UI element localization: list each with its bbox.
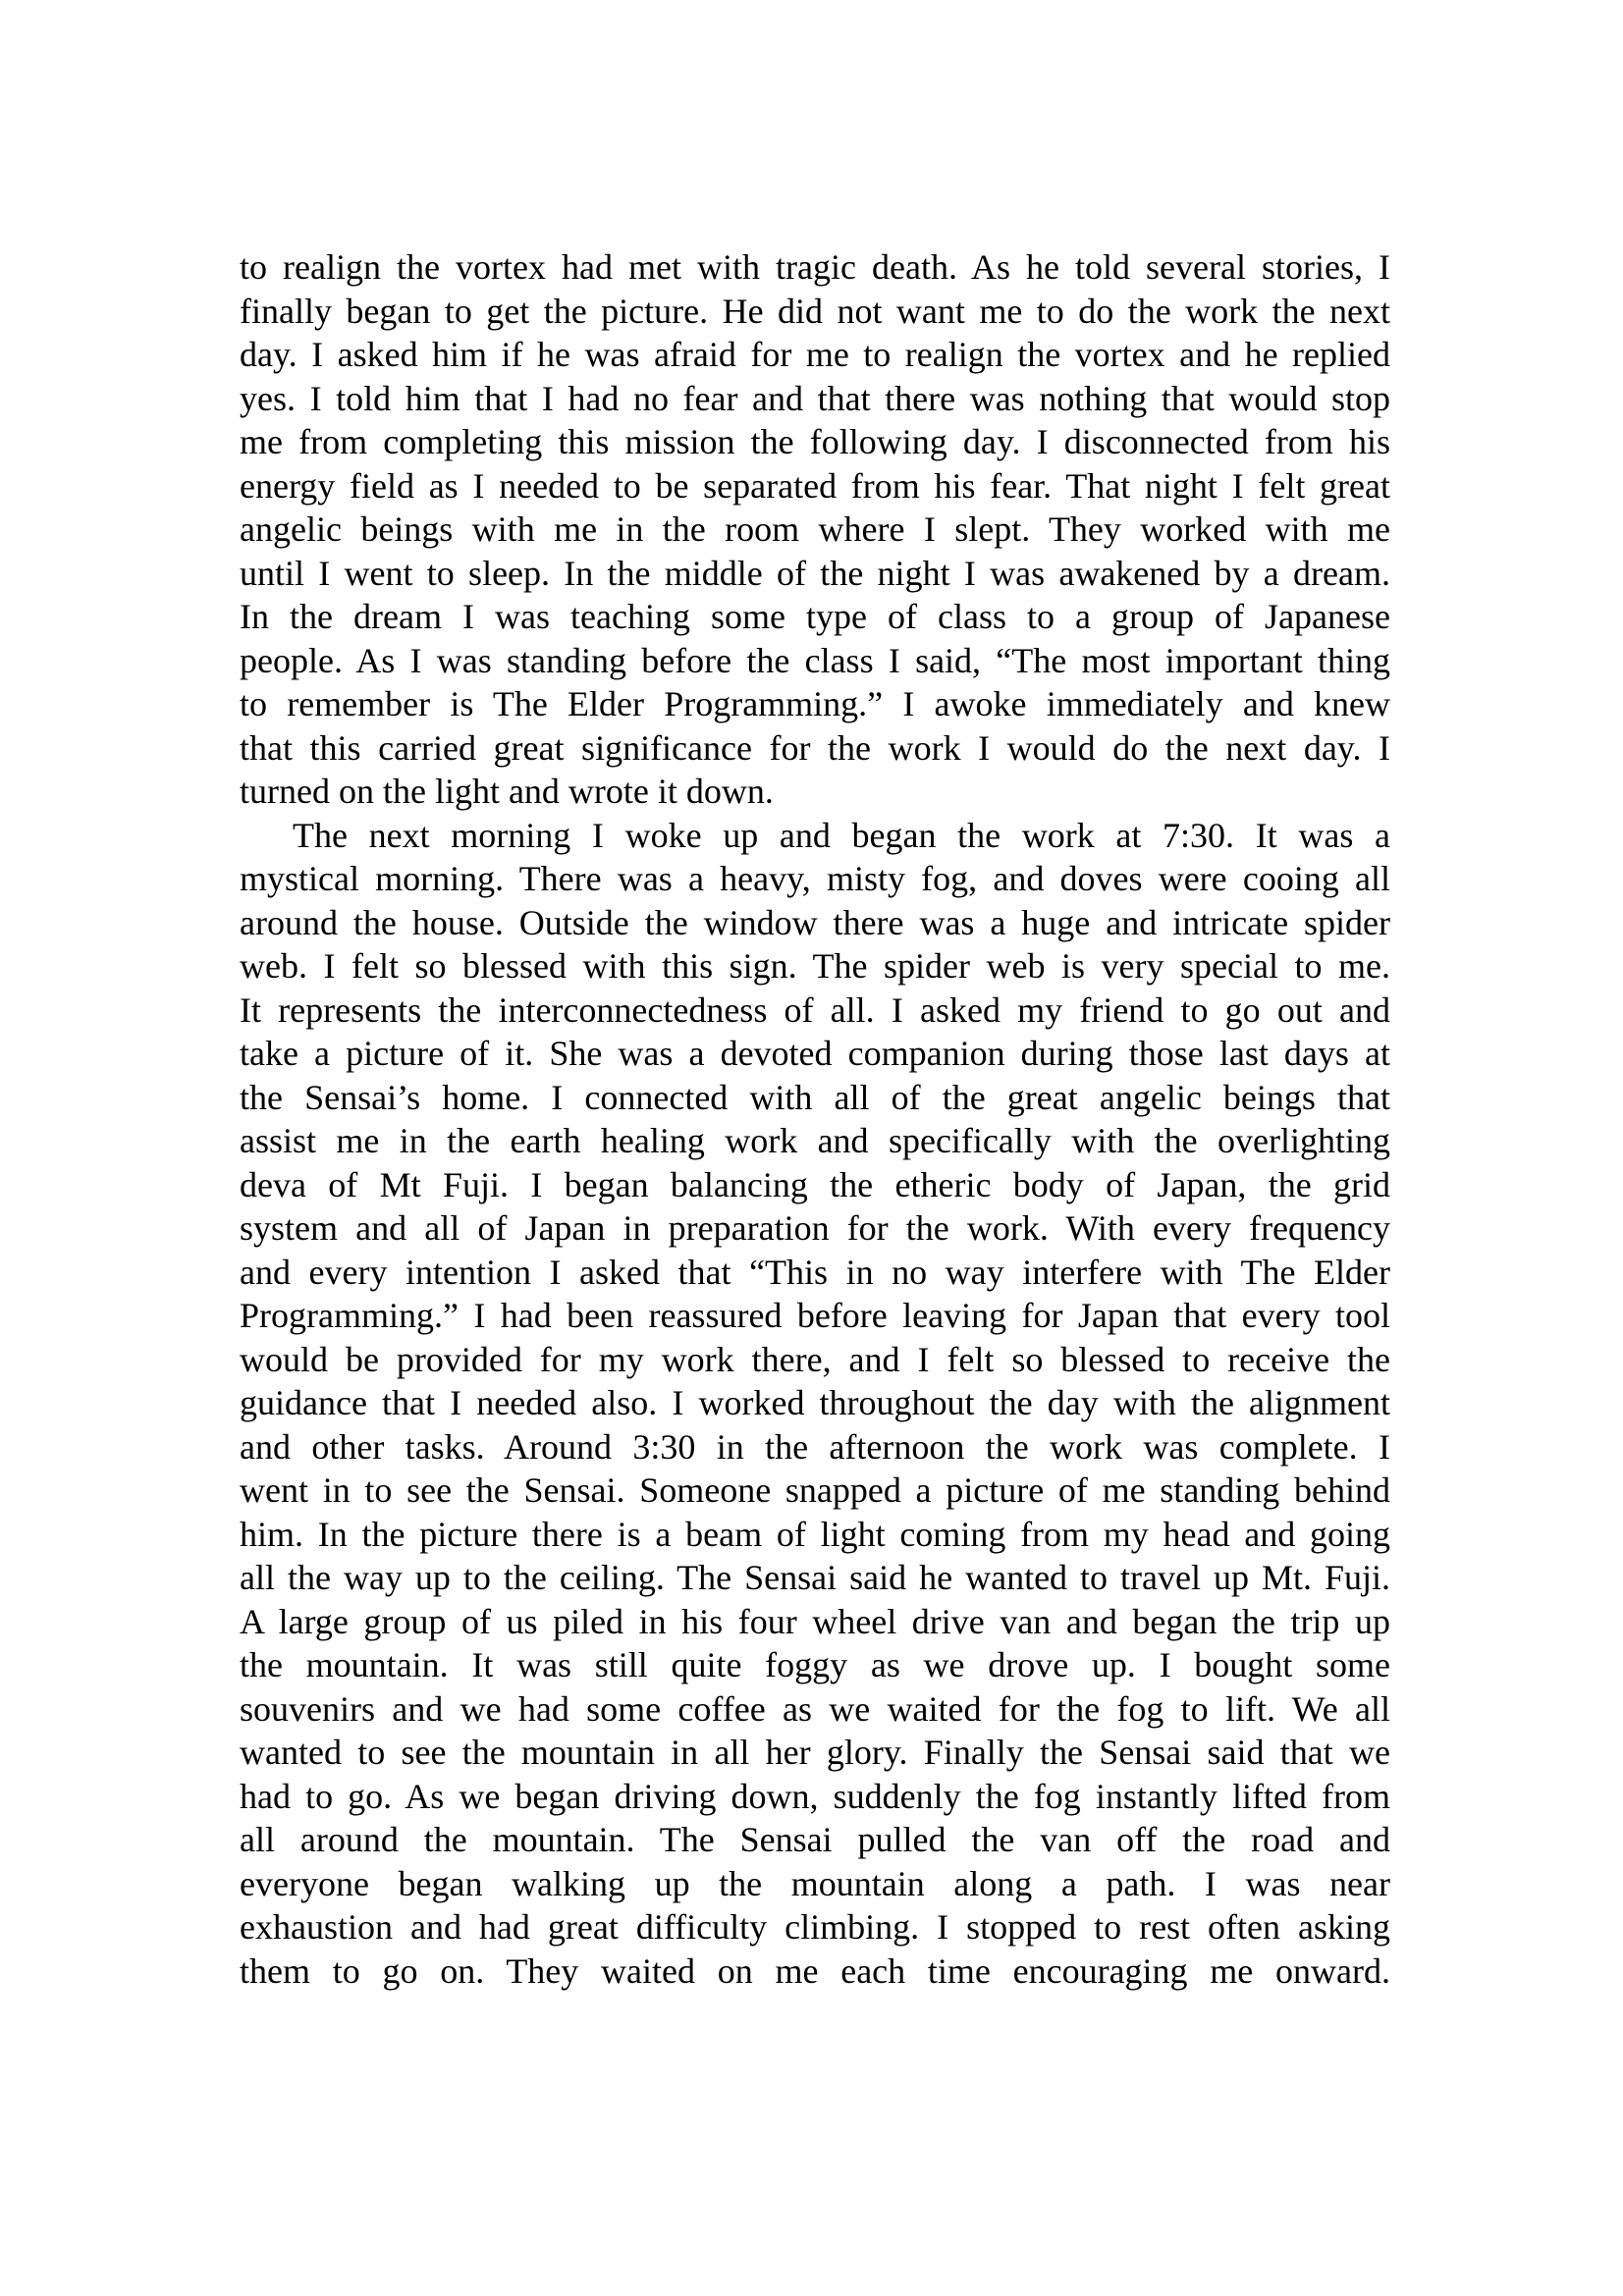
text-line: yes. I told him that I had no fear and that there was nothing that would stop bbox=[240, 378, 1390, 418]
text-line: and other tasks. Around 3:30 in the afternoon the work was complete. I bbox=[240, 1426, 1390, 1467]
text-line: that this carried great significance for the work I would do the next day. I bbox=[240, 727, 1390, 768]
text-line: guidance that I needed also. I worked throughout the day with the alignment bbox=[240, 1383, 1390, 1422]
text-line: mystical morning. There was a heavy, misty fog, and doves were cooing all bbox=[240, 859, 1390, 898]
text-line: went in to see the Sensai. Someone snapped a picture of me standing behind bbox=[240, 1470, 1390, 1510]
text-line: had to go. As we began driving down, suddenly the fog instantly lifted from bbox=[240, 1776, 1390, 1816]
text-line: around the house. Outside the window there was a huge and intricate spider bbox=[240, 902, 1390, 942]
text-line: him. In the picture there is a beam of light coming from my head and going bbox=[240, 1514, 1390, 1554]
text-line: turned on the light and wrote it down. bbox=[240, 772, 774, 811]
text-line: me from completing this mission the following day. I disconnected from his bbox=[240, 422, 1390, 461]
text-line: angelic beings with me in the room where I slept. They worked with me bbox=[240, 509, 1390, 549]
text-line: people. As I was standing before the class I said, “The most important thing bbox=[240, 640, 1390, 680]
text-line: the mountain. It was still quite foggy as we drove up. I bought some bbox=[240, 1645, 1390, 1684]
text-line: everyone began walking up the mountain along a path. I was near bbox=[240, 1863, 1390, 1903]
text-line: finally began to get the picture. He did not want me to do the work the next bbox=[240, 291, 1390, 331]
text-line: system and all of Japan in preparation for the work. With every frequency bbox=[240, 1208, 1390, 1248]
text-line: A large group of us piled in his four wheel drive van and began the trip up bbox=[240, 1601, 1390, 1641]
text-line: assist me in the earth healing work and specifically with the overlighting bbox=[240, 1121, 1390, 1160]
text-line: The next morning I woke up and began the work at 7:30. It was a bbox=[293, 815, 1390, 855]
text-line: exhaustion and had great difficulty climbing. I stopped to rest often asking bbox=[240, 1907, 1390, 1947]
text-line: In the dream I was teaching some type of class to a group of Japanese bbox=[240, 597, 1390, 636]
text-line: all the way up to the ceiling. The Sensai said he wanted to travel up Mt. Fuji. bbox=[240, 1558, 1390, 1597]
body-text bbox=[240, 245, 1390, 1993]
text-line: would be provided for my work there, and I felt so blessed to receive the bbox=[240, 1339, 1390, 1379]
text-line: take a picture of it. She was a devoted companion during those last days at bbox=[240, 1034, 1390, 1073]
text-line: them to go on. They waited on me each time encouraging me onward. bbox=[240, 1950, 1390, 1991]
text-line: web. I felt so blessed with this sign. The spider web is very special to me. bbox=[240, 946, 1390, 986]
text-line: and every intention I asked that “This in no way interfere with The Elder bbox=[240, 1252, 1390, 1292]
text-line: all around the mountain. The Sensai pulled the van off the road and bbox=[240, 1820, 1390, 1859]
text-line: deva of Mt Fuji. I began balancing the etheric body of Japan, the grid bbox=[240, 1164, 1390, 1204]
text-line: souvenirs and we had some coffee as we waited for the fog to lift. We all bbox=[240, 1688, 1390, 1729]
paragraph-2 bbox=[240, 814, 1390, 1994]
text-line: to remember is The Elder Programming.” I awoke immediately and knew bbox=[240, 684, 1390, 723]
text-line: until I went to sleep. In the middle of the night I was awakened by a dream. bbox=[240, 553, 1390, 593]
text-line: Programming.” I had been reassured before leaving for Japan that every tool bbox=[240, 1296, 1390, 1335]
text-line: wanted to see the mountain in all her glory. Finally the Sensai said that we bbox=[240, 1733, 1390, 1772]
text-line: energy field as I needed to be separated from his fear. That night I felt great bbox=[240, 465, 1390, 506]
text-line: day. I asked him if he was afraid for me to realign the vortex and he replied bbox=[240, 335, 1390, 374]
text-line: to realign the vortex had met with tragic death. As he told several stories, I bbox=[240, 247, 1390, 287]
paragraph-1 bbox=[240, 245, 1390, 814]
text-line: the Sensai’s home. I connected with all of the great angelic beings that bbox=[240, 1077, 1390, 1117]
text-line: It represents the interconnectedness of all. I asked my friend to go out and bbox=[240, 989, 1390, 1030]
